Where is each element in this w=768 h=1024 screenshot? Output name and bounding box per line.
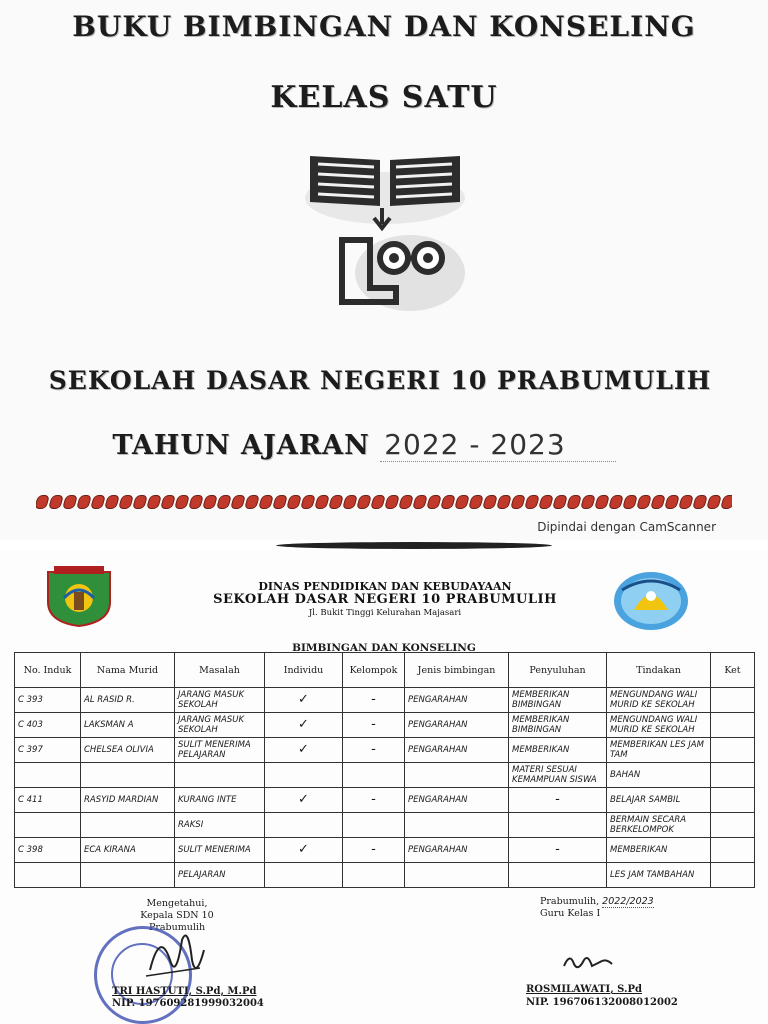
- cell-individual: [265, 813, 343, 838]
- cell-group: [343, 813, 405, 838]
- cell-student-id: C 403: [15, 713, 81, 738]
- counseling-table: [14, 652, 755, 888]
- cell-note: [711, 738, 755, 763]
- cell-group: -: [343, 838, 405, 863]
- book-and-reader-icon: [300, 148, 470, 318]
- table-row: [15, 863, 755, 888]
- col-header: Individu: [265, 653, 343, 688]
- cell-individual: ✓: [265, 838, 343, 863]
- cell-problem: JARANG MASUK SEKOLAH: [175, 688, 265, 713]
- teacher-title: Guru Kelas I: [540, 908, 601, 919]
- tut-wuri-emblem-icon: [612, 570, 690, 632]
- cell-counseling: [509, 813, 607, 838]
- cell-counseling: MATERI SESUAI KEMAMPUAN SISWA: [509, 763, 607, 788]
- academic-year-label: TAHUN AJARAN: [112, 430, 370, 461]
- cell-counseling: [509, 863, 607, 888]
- cell-group: -: [343, 713, 405, 738]
- cell-action: MENGUNDANG WALI MURID KE SEKOLAH: [607, 688, 711, 713]
- cell-student-name: CHELSEA OLIVIA: [81, 738, 175, 763]
- cover-class: KELAS SATU: [270, 80, 498, 115]
- department-name: DINAS PENDIDIKAN DAN KEBUDAYAAN: [258, 580, 512, 593]
- table-row: [15, 738, 755, 763]
- col-header: Tindakan: [607, 653, 711, 688]
- cell-group: -: [343, 738, 405, 763]
- signed-date: 2022/2023: [602, 896, 654, 907]
- cell-note: [711, 688, 755, 713]
- cell-action: MEMBERIKAN: [607, 838, 711, 863]
- cell-student-name: [81, 863, 175, 888]
- cell-problem: JARANG MASUK SEKOLAH: [175, 713, 265, 738]
- cell-counseling: -: [509, 788, 607, 813]
- cell-problem: KURANG INTE: [175, 788, 265, 813]
- cell-student-id: C 397: [15, 738, 81, 763]
- cell-counseling: MEMBERIKAN BIMBINGAN: [509, 688, 607, 713]
- cell-problem: SULIT MENERIMA PELAJARAN: [175, 738, 265, 763]
- cell-problem: PELAJARAN: [175, 863, 265, 888]
- principal-title: Kepala SDN 10 Prabumulih: [140, 910, 214, 933]
- cell-student-name: [81, 813, 175, 838]
- table-title: BIMBINGAN DAN KONSELING: [292, 642, 476, 654]
- cell-note: [711, 788, 755, 813]
- academic-year: [0, 428, 748, 461]
- cell-problem: RAKSI: [175, 813, 265, 838]
- cell-guidance-type: PENGARAHAN: [405, 838, 509, 863]
- cell-action: MEMBERIKAN LES JAM TAM: [607, 738, 711, 763]
- cell-student-id: C 393: [15, 688, 81, 713]
- cell-action: BELAJAR SAMBIL: [607, 788, 711, 813]
- cell-guidance-type: PENGARAHAN: [405, 738, 509, 763]
- principal-signature: [140, 920, 210, 990]
- cell-group: -: [343, 688, 405, 713]
- table-row: [15, 788, 755, 813]
- col-header: Penyuluhan: [509, 653, 607, 688]
- cell-counseling: -: [509, 838, 607, 863]
- cell-student-id: [15, 813, 81, 838]
- cell-note: [711, 838, 755, 863]
- cell-student-id: C 398: [15, 838, 81, 863]
- cell-individual: ✓: [265, 688, 343, 713]
- cell-note: [711, 813, 755, 838]
- city-emblem-icon: [44, 562, 114, 628]
- cell-action: BAHAN: [607, 763, 711, 788]
- cell-student-name: AL RASID R.: [81, 688, 175, 713]
- cell-individual: [265, 863, 343, 888]
- cell-individual: ✓: [265, 713, 343, 738]
- cell-student-id: C 411: [15, 788, 81, 813]
- cover-title: BUKU BIMBINGAN DAN KONSELING: [72, 10, 696, 43]
- table-row: [15, 838, 755, 863]
- table-row: [15, 763, 755, 788]
- cell-guidance-type: PENGARAHAN: [405, 688, 509, 713]
- col-header: Kelompok: [343, 653, 405, 688]
- letterhead-school-name: SEKOLAH DASAR NEGERI 10 PRABUMULIH: [213, 592, 557, 607]
- cell-note: [711, 713, 755, 738]
- col-header: Ket: [711, 653, 755, 688]
- cell-problem: [175, 763, 265, 788]
- principal-name: TRI HASTUTI, S.Pd, M.Pd: [112, 986, 257, 997]
- cell-guidance-type: [405, 863, 509, 888]
- table-row: [15, 688, 755, 713]
- cell-student-name: [81, 763, 175, 788]
- cell-group: [343, 763, 405, 788]
- cell-group: [343, 863, 405, 888]
- page-divider: [276, 542, 552, 549]
- col-header: No. Induk: [15, 653, 81, 688]
- school-name: SEKOLAH DASAR NEGERI 10 PRABUMULIH: [48, 366, 712, 395]
- cell-individual: ✓: [265, 788, 343, 813]
- teacher-nip: NIP. 196706132008012002: [526, 997, 678, 1008]
- cell-group: -: [343, 788, 405, 813]
- school-address: Jl. Bukit Tinggi Kelurahan Majasari: [308, 608, 462, 618]
- table-row: [15, 813, 755, 838]
- cell-student-name: RASYID MARDIAN: [81, 788, 175, 813]
- table-header-row: [15, 653, 755, 688]
- cell-student-id: [15, 763, 81, 788]
- cell-guidance-type: PENGARAHAN: [405, 713, 509, 738]
- cell-student-name: ECA KIRANA: [81, 838, 175, 863]
- cell-student-id: [15, 863, 81, 888]
- acknowledged-label: Mengetahui,: [146, 898, 208, 909]
- cell-action: LES JAM TAMBAHAN: [607, 863, 711, 888]
- table-row: [15, 713, 755, 738]
- place-label: Prabumulih,: [540, 896, 600, 907]
- col-header: Jenis bimbingan: [405, 653, 509, 688]
- teacher-name: ROSMILAWATI, S.Pd: [526, 984, 643, 995]
- academic-year-value: 2022 - 2023: [380, 428, 615, 462]
- teacher-signature: [560, 950, 620, 974]
- cell-action: BERMAIN SECARA BERKELOMPOK: [607, 813, 711, 838]
- cell-problem: SULIT MENERIMA: [175, 838, 265, 863]
- col-header: Masalah: [175, 653, 265, 688]
- cell-individual: ✓: [265, 738, 343, 763]
- cell-guidance-type: PENGARAHAN: [405, 788, 509, 813]
- col-header: Nama Murid: [81, 653, 175, 688]
- cell-counseling: MEMBERIKAN BIMBINGAN: [509, 713, 607, 738]
- cell-action: MENGUNDANG WALI MURID KE SEKOLAH: [607, 713, 711, 738]
- cell-note: [711, 863, 755, 888]
- cell-guidance-type: [405, 813, 509, 838]
- cell-note: [711, 763, 755, 788]
- scanner-watermark: Dipindai dengan CamScanner: [537, 520, 716, 534]
- principal-nip: NIP. 197609281999032004: [112, 998, 264, 1009]
- decorative-border: [36, 488, 732, 516]
- cell-student-name: LAKSMAN A: [81, 713, 175, 738]
- cell-guidance-type: [405, 763, 509, 788]
- date-line: [540, 896, 740, 908]
- cell-counseling: MEMBERIKAN: [509, 738, 607, 763]
- teacher-signature-block: [540, 896, 740, 920]
- cell-individual: [265, 763, 343, 788]
